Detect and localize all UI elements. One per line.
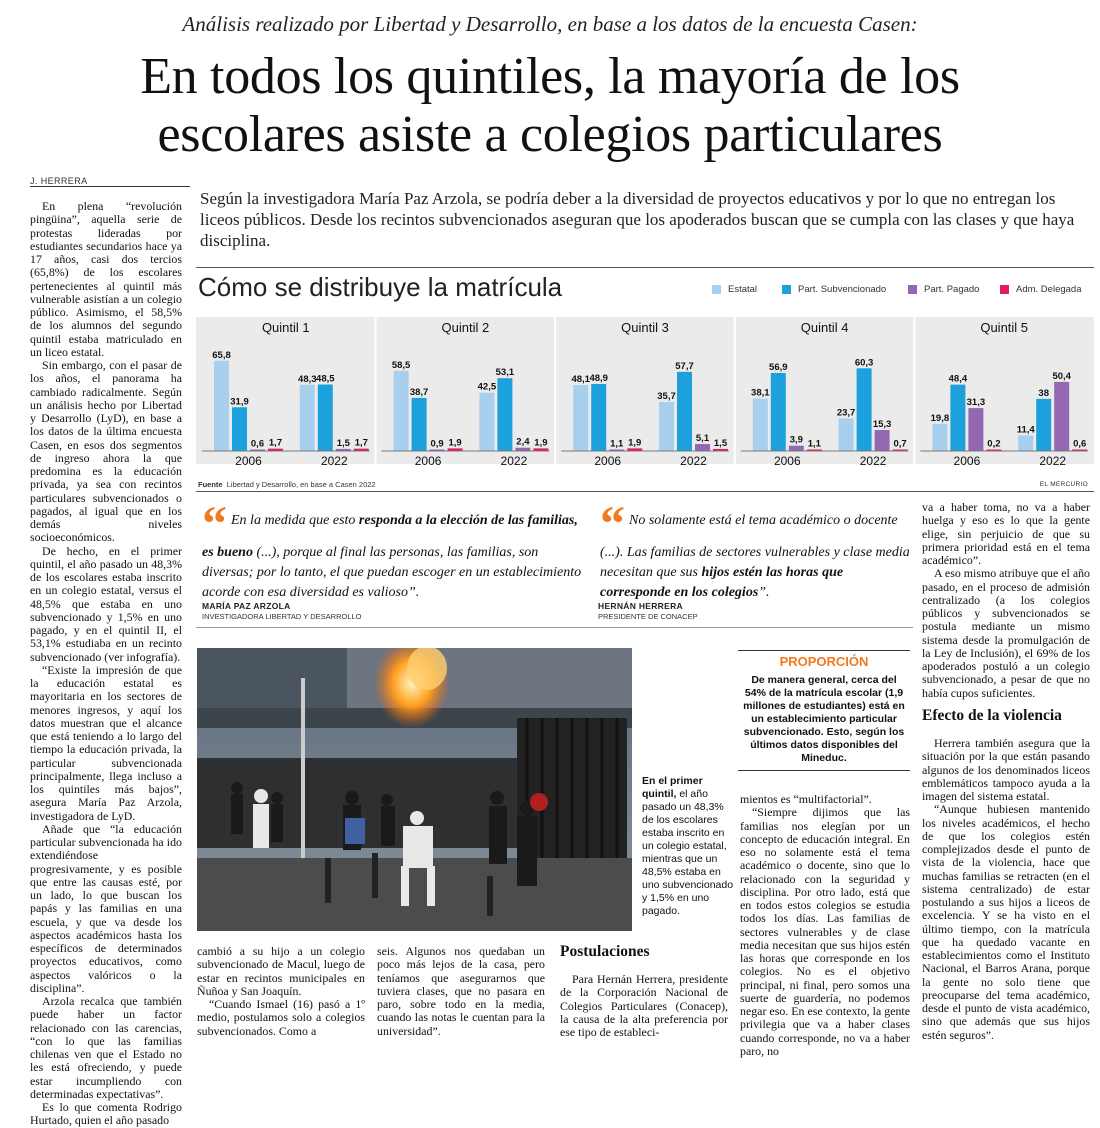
bar-value-label: 48,3 [298,373,317,385]
left-column-paragraph: En plena “revolución pingüina”, aquella serie de protestas lideradas por estudiantes secundarios hace ya 17 años, casi dos tercios (65,8%) de los escolares pertenecientes al quintil más vulnerable asistían a un colegio público. Asimismo, el 58,5% de los alumnos del segundo quintil estaba matriculado en un liceo estatal. [30,199,182,359]
bar-value-label: 19,8 [930,412,950,424]
bar-value-label: 48,4 [948,373,968,385]
bottom-column-1 [197,945,365,1038]
bar-value-label: 60,3 [854,357,874,369]
bar-value-label: 1,9 [534,437,548,449]
quote-mark-icon: “ [600,495,625,551]
postulaciones-heading: Postulaciones [560,943,650,960]
protest-photo [197,648,632,931]
left-column-paragraph: Arzola recalca que también puede haber un factor relacionado con las carencias, “con lo que las familias chilenas ven que el Estado no les está ofreciendo, y puede estar incumpliendo con determinadas expectativas”. [30,994,182,1101]
bar-value-label: 0,6 [250,438,265,450]
chart-credit: EL MERCURIO [1039,481,1088,488]
bar-quintil-1-2006-s1 [232,407,247,451]
legend-swatch-subvencionado [782,285,791,294]
bar-value-label: 31,3 [966,397,986,409]
photo-caption-text: el año pasado un 48,3% de los escolares estaba inscrito en un colegio estatal, mientras que un 48,5% estaba en uno subvencionado y 1,5% en uno pagado. [642,788,734,917]
bar-value-label: 38,7 [409,386,429,398]
bar-value-label: 53,1 [495,367,515,379]
left-column-paragraph: De hecho, en el primer quintil, el año pasado un 48,3% de los escolares estaba inscrito en un colegio estatal, versus el 48,5% que estaba en uno subvencionado y 1,5% en uno pagado, y en el quintil II, el 53,1% estudiaba en un recinto subvencionado (ver infografía). [30,543,182,664]
legend-subvencionado [782,284,886,295]
quotes-rule [196,627,913,628]
bar-quintil-5-2022-s1 [1036,399,1051,451]
photo-caption [642,775,734,918]
year-label: 2006 [594,454,622,468]
right-column-paragraph: A eso mismo atribuye que el año pasado, en el proceso de admisión centralizado (a los colegios públicos y subvencionados se postula mediante un mismo sistema desde la promulgación de la Ley de Inclusión), el 69% de los apoderados postuló a un colegio subvencionado, a pesar de que no había cupos suficientes. [922,566,1090,700]
quote-herrera-pre: No solamente está el tema académico o docente (...). Las familias de sectores vulnerables y clase media necesitan que sus [600,513,910,580]
kicker: Análisis realizado por Libertad y Desarrollo, en base a los datos de la encuesta Casen: [182,12,918,36]
bar-value-label: 38,1 [751,387,770,399]
bar-quintil-5-2006-s2 [968,408,983,451]
bar-value-label: 35,7 [657,391,676,403]
left-column-paragraph: Añade que “la educación particular subvencionada ha ido extendiéndose progresivamente, y es posible que entre las causas esté, por un lado, lo que buscan los papás y las familias en una escuela, y que va desde los aspectos académicos hasta los específicos de determinados proyectos educativos, como aspectos valóricos o la disciplina”. [30,821,182,995]
proporcion-text: De manera general, cerca del 54% de la matrícula escolar (1,9 millones de estudiantes) está en un establecimiento particular subvencionado. Esto, según los últimos datos disponibles del Mineduc. [743,674,905,764]
bottom-column-1-paragraph: “Cuando Ismael (16) pasó a 1º medio, postulamos solo a colegios subvencionados. Como a [197,997,365,1038]
quote-herrera-role: PRESIDENTE DE CONACEP [598,612,698,621]
quintil-label: Quintil 3 [621,320,669,335]
bar-value-label: 3,9 [789,434,803,446]
lead-paragraph: Según la investigadora María Paz Arzola, se podría deber a la diversidad de proyectos educativos y por lo que no entregan los liceos públicos. Desde los recintos subvencionados aseguran que los apoderados buscan que se cumpla con las clases y que haya disciplina. [200,189,1075,250]
bar-value-label: 1,5 [336,437,350,449]
legend-label-estatal: Estatal [728,284,758,295]
chart-bottom-rule [196,491,1094,492]
bottom-column-1-paragraph: cambió a su hijo a un colegio subvencionado de Macul, luego de estar en recintos municipales en Ñuñoa y San Joaquín. [197,944,365,998]
quote-arzola-name: MARÍA PAZ ARZOLA [202,601,291,611]
quote-arzola-bold: responda a la elección de las familias, es bueno [202,513,578,560]
bar-value-label: 1,7 [354,437,368,449]
bar-value-label: 1,9 [448,437,462,449]
bar-quintil-4-2006-s0 [753,399,768,451]
bar-value-label: 50,4 [1052,370,1071,382]
legend-estatal [712,284,757,295]
legend-label-pagado: Part. Pagado [924,284,980,295]
bar-quintil-4-2006-s1 [771,373,786,451]
headline-line-2: escolares asiste a colegios particulares [157,106,943,163]
bar-value-label: 2,4 [516,436,530,448]
bar-value-label: 0,7 [893,438,907,450]
bar-quintil-5-2022-s0 [1018,435,1033,451]
bar-value-label: 0,2 [987,438,1001,450]
efecto-paragraph: Herrera también asegura que la situación por la que están pasando algunos de los denominados liceos emblemáticos tampoco ayuda a la imagen del sistema estatal. [922,736,1090,803]
quote-herrera-name: HERNÁN HERRERA [598,601,683,611]
legend-swatch-pagado [908,285,917,294]
bar-quintil-2-2006-s0 [394,371,409,451]
bar-value-label: 15,3 [872,419,892,431]
efecto-heading: Efecto de la violencia [922,707,1062,724]
headline-line-1: En todos los quintiles, la mayoría de los [140,48,960,105]
bar-value-label: 5,1 [695,433,710,445]
legend-label-delegada: Adm. Delegada [1016,284,1082,295]
bar-quintil-3-2006-s0 [573,385,588,451]
left-column-paragraph: Sin embargo, con el pasar de los años, el panorama ha cambiado radicalmente. Según un análisis hecho por Libertad y Desarrollo (LyD), en base a los datos de la última encuesta Casen, en esos dos segmentos de ingreso ahora la que predomina es la educación privada, ya sea con recintos particulares subvencionados o pagados, al igual que en los demás niveles socioeconómicos. [30,358,182,545]
legend-pagado [908,284,979,295]
bar-value-label: 0,6 [1073,438,1087,450]
left-column [30,200,182,1128]
bar-value-label: 1,5 [713,437,728,449]
chart-top-rule [196,267,1094,268]
bar-quintil-1-2022-s0 [300,385,315,451]
year-label: 2022 [680,454,707,468]
year-label: 2022 [320,454,348,468]
efecto-text [922,737,1090,1042]
chart-source [198,480,376,489]
right-column-top [922,501,1090,700]
bottom-column-2-text: seis. Algunos nos quedaban un poco más lejos de la casa, pero teníamos que asegurarnos que tuviera clases, que no pasara en paro, sobre todo en la media, cuando las notas le cuentan para la universidad”. [377,944,545,1038]
year-label: 2006 [235,454,262,468]
legend-delegada [1000,284,1081,295]
bar-value-label: 1,1 [610,438,624,450]
year-label: 2022 [1039,454,1067,468]
quote-herrera [600,495,910,603]
bar-quintil-4-2022-s1 [857,368,872,451]
mid-column-paragraph: “Siempre dijimos que las familias nos elegían por un concepto de educación integral. En eso no solamente está el tema académico o docente, sino que lo relacionado con la seguridad y disciplina. Por otro lado, está que en todos estos colegios se estudia todos los días. Las familias de sectores vulnerables y de clase media necesitan que sus hijos estén las horas que corresponde en los colegios. No es el objetivo principal, ni final, pero somos una suerte de guardería, no podemos negar eso. En ese contexto, la gente privilegia que va a haber clases cuando corresponde, no va a haber paro, no [740,805,910,1058]
chart-source-text: Libertad y Desarrollo, en base a Casen 2022 [226,480,376,489]
left-column-paragraph: “Existe la impresión de que la educación estatal es mayoritaria en los sectores de menores ingresos, y aquí los datos muestran que el alcance que está teniendo a lo largo del tiempo la educación privada, la particular subvencionada principalmente, llega incluso a los quintiles más bajos”, asegura María Paz Arzola, investigadora de LyD. [30,662,182,823]
quintil-label: Quintil 5 [980,320,1029,335]
chart-source-label: Fuente [198,480,223,489]
bar-quintil-3-2022-s0 [659,402,674,451]
bar-value-label: 1,9 [628,437,642,449]
bar-value-label: 1,7 [268,437,283,449]
left-column-paragraph: Es lo que comenta Rodrigo Hurtado, quien el año pasado [30,1100,182,1128]
quote-mark-icon: “ [202,495,227,551]
bar-value-label: 1,1 [807,438,821,450]
legend-label-subvencionado: Part. Subvencionado [798,284,887,295]
right-column-paragraph: va a haber toma, no va a haber huelga y eso es lo que la gente elige, sin perjuicio de que su primera prioridad está en el tema académico”. [922,500,1090,567]
byline: J. HERRERA [30,176,88,186]
bar-quintil-5-2006-s1 [950,385,965,451]
matricula-chart [196,317,1094,477]
bar-value-label: 56,9 [769,361,788,373]
bar-quintil-3-2006-s1 [591,384,606,451]
bar-quintil-2-2022-s1 [497,378,512,451]
year-label: 2006 [773,454,801,468]
bar-value-label: 11,4 [1016,424,1035,436]
year-label: 2006 [953,454,981,468]
postulaciones-text: Para Hernán Herrera, presidente de la Corporación Nacional de Colegios Particulares (Conacep), la causa de la alta preferencia por ese tipo de estableci- [560,972,728,1039]
bar-value-label: 31,9 [230,396,249,408]
mid-column-paragraph: mientos es “multifactorial”. [740,792,872,806]
bar-quintil-1-2006-s0 [214,361,229,451]
quintil-label: Quintil 2 [441,320,490,335]
legend-swatch-delegada [1000,285,1009,294]
bar-quintil-4-2022-s2 [875,430,890,451]
bar-quintil-4-2006-s2 [789,446,804,451]
headline [20,48,1080,164]
mid-column [740,793,910,1058]
year-label: 2022 [859,454,887,468]
bar-quintil-5-2022-s2 [1054,382,1069,451]
bar-value-label: 57,7 [675,360,694,372]
bar-quintil-4-2022-s0 [839,418,854,451]
efecto-paragraph: “Aunque hubiesen mantenido los niveles académicos, el hecho de que los colegios estén complejizados desde el punto de vista de la violencia, hace que muchas familias se retracten (en el sistema centralizado) de estar postulando a sus hijos a liceos de excelencia. Y se ha visto en el último tiempo, con la matrícula que ha quedado vacante en establecimientos como el Instituto Nacional, el Barros Arana, porque la gente no solo tiene que preocuparse del tema académico, desde el punto de vista académico, sino que además que sus hijos estén seguros”. [922,802,1090,1042]
bar-quintil-2-2022-s0 [479,393,494,451]
quintil-label: Quintil 4 [800,320,849,335]
bar-value-label: 0,9 [430,438,444,450]
bar-quintil-1-2022-s1 [318,384,333,451]
quote-arzola-role: INVESTIGADORA LIBERTAD Y DESARROLLO [202,612,362,621]
bar-value-label: 65,8 [212,349,231,361]
bar-value-label: 23,7 [836,407,856,419]
proporcion-rule-bottom [738,770,910,771]
year-label: 2022 [500,454,528,468]
bar-value-label: 48,5 [316,373,335,385]
bar-value-label: 48,1 [571,374,590,386]
year-label: 2006 [414,454,442,468]
proporcion-rule-top [738,650,910,651]
bottom-column-2 [377,945,545,1038]
bar-quintil-3-2022-s2 [695,444,710,451]
bar-value-label: 38 [1038,387,1049,399]
bar-value-label: 48,9 [589,372,608,384]
bar-quintil-3-2022-s1 [677,372,692,451]
quote-arzola-pre: En la medida que esto [231,513,359,528]
bar-value-label: 42,5 [477,381,497,393]
bar-quintil-2-2006-s1 [412,398,427,451]
quote-arzola-post: (...), porque al final las personas, las familias, son diversas; por lo tanto, el que puedan escoger en un establecimiento acorde con esa diversidad es valioso”. [202,545,582,600]
bar-value-label: 58,5 [391,359,411,371]
quote-arzola [202,495,582,603]
byline-rule [30,186,190,187]
quote-herrera-post: ”. [758,585,770,600]
chart-title: Cómo se distribuye la matrícula [198,272,563,302]
quintil-label: Quintil 1 [261,320,310,335]
legend-swatch-estatal [712,285,721,294]
postulaciones-text-wrap [560,973,728,1039]
photo-caption-bold: En el primer quintil, [642,775,703,800]
quote-herrera-bold: hijos estén las horas que corresponde en los colegios [600,565,844,600]
proporcion-title: PROPORCIÓN [779,654,869,669]
bar-quintil-5-2006-s0 [932,424,947,451]
